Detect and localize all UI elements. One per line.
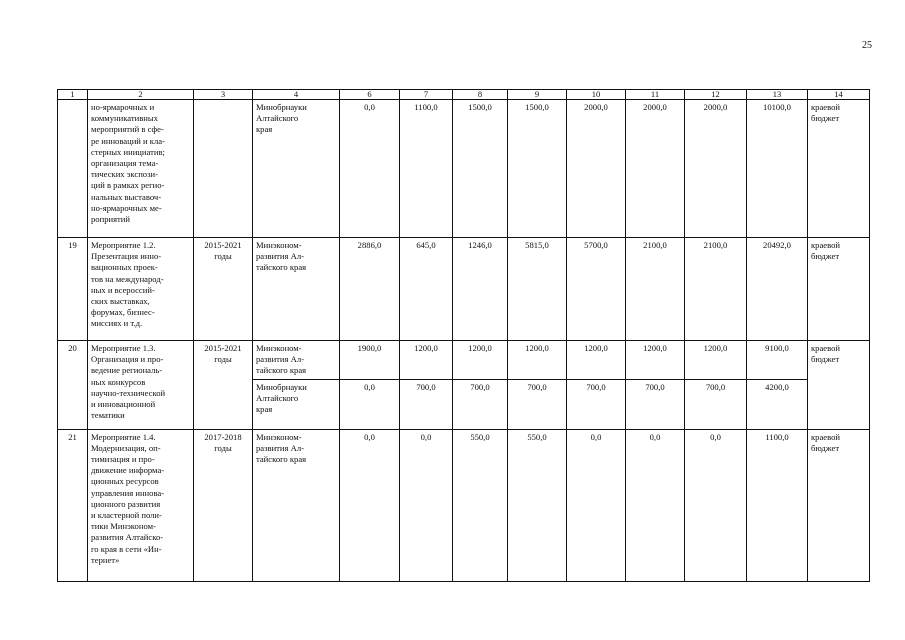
value-cell: 550,0 [453, 429, 508, 581]
value-cell: 1200,0 [508, 341, 567, 380]
column-number: 12 [685, 90, 747, 100]
activity-description: но-ярмарочных и коммуникативных мероприятий в сфе- ре инноваций и кла- стерных инициатив; организация тема- тических экспози- ций в рамках регио- нальных выставоч- но-ярмарочных ме- роприятий [88, 100, 194, 238]
period-years: 2015-2021 годы [194, 238, 253, 341]
value-cell: 645,0 [400, 238, 453, 341]
column-number: 13 [747, 90, 808, 100]
value-cell: 700,0 [685, 379, 747, 429]
value-cell: 1100,0 [400, 100, 453, 238]
value-cell: 2100,0 [626, 238, 685, 341]
value-cell: 2886,0 [340, 238, 400, 341]
value-cell: 0,0 [340, 379, 400, 429]
column-number: 1 [58, 90, 88, 100]
total-cell: 20492,0 [747, 238, 808, 341]
page-number: 25 [862, 40, 872, 51]
column-number: 7 [400, 90, 453, 100]
table-row [58, 341, 870, 380]
executor: Минэконом- развития Ал- тайского края [253, 341, 340, 380]
value-cell: 2100,0 [685, 238, 747, 341]
total-cell: 1100,0 [747, 429, 808, 581]
total-cell: 4200,0 [747, 379, 808, 429]
value-cell: 1500,0 [453, 100, 508, 238]
column-numbers-row [58, 90, 870, 100]
period-years: 2017-2018 годы [194, 429, 253, 581]
executor: Минобрнауки Алтайского края [253, 100, 340, 238]
row-number: 20 [58, 341, 88, 430]
value-cell: 0,0 [685, 429, 747, 581]
total-cell: 10100,0 [747, 100, 808, 238]
value-cell: 550,0 [508, 429, 567, 581]
value-cell: 700,0 [626, 379, 685, 429]
value-cell: 2000,0 [626, 100, 685, 238]
value-cell: 1200,0 [400, 341, 453, 380]
value-cell: 1200,0 [626, 341, 685, 380]
column-number: 6 [340, 90, 400, 100]
column-number: 11 [626, 90, 685, 100]
funding-source: краевой бюджет [808, 100, 870, 238]
value-cell: 1900,0 [340, 341, 400, 380]
value-cell: 1500,0 [508, 100, 567, 238]
table-row [58, 238, 870, 341]
period-years: 2015-2021 годы [194, 341, 253, 430]
total-cell: 9100,0 [747, 341, 808, 380]
value-cell: 0,0 [567, 429, 626, 581]
funding-source: краевой бюджет [808, 238, 870, 341]
row-number [58, 100, 88, 238]
value-cell: 1246,0 [453, 238, 508, 341]
value-cell: 1200,0 [567, 341, 626, 380]
column-number: 3 [194, 90, 253, 100]
column-number: 14 [808, 90, 870, 100]
activity-description: Мероприятие 1.2. Презентация инно- вационных проек- тов на международ- ных и всероссий- ских выставках, форумах, бизнес- миссиях и т.д. [88, 238, 194, 341]
value-cell: 0,0 [400, 429, 453, 581]
activity-description: Мероприятие 1.4. Модернизация, оп- тимизация и про- движение информа- ционных ресурсов управления иннова- ционного развития и кластерной поли- тики Минэконом- развития Алтайско- го края в сети «Ин- тернет» [88, 429, 194, 581]
value-cell: 2000,0 [567, 100, 626, 238]
value-cell: 1200,0 [685, 341, 747, 380]
row-number: 21 [58, 429, 88, 581]
funding-source: краевой бюджет [808, 429, 870, 581]
value-cell: 0,0 [626, 429, 685, 581]
value-cell: 700,0 [508, 379, 567, 429]
value-cell: 700,0 [400, 379, 453, 429]
executor: Минэконом- развития Ал- тайского края [253, 238, 340, 341]
column-number: 9 [508, 90, 567, 100]
executor: Минэконом- развития Ал- тайского края [253, 429, 340, 581]
value-cell: 5700,0 [567, 238, 626, 341]
table-row [58, 100, 870, 238]
row-number: 19 [58, 238, 88, 341]
value-cell: 2000,0 [685, 100, 747, 238]
program-activities-table [57, 89, 870, 582]
activity-description: Мероприятие 1.3. Организация и про- ведение региональ- ных конкурсов научно-технической и инновационной тематики [88, 341, 194, 430]
value-cell: 1200,0 [453, 341, 508, 380]
value-cell: 700,0 [567, 379, 626, 429]
column-number: 4 [253, 90, 340, 100]
value-cell: 0,0 [340, 100, 400, 238]
value-cell: 5815,0 [508, 238, 567, 341]
column-number: 2 [88, 90, 194, 100]
period-years [194, 100, 253, 238]
value-cell: 0,0 [340, 429, 400, 581]
table-row [58, 429, 870, 581]
column-number: 10 [567, 90, 626, 100]
executor: Минобрнауки Алтайского края [253, 379, 340, 429]
column-number: 8 [453, 90, 508, 100]
value-cell: 700,0 [453, 379, 508, 429]
funding-source: краевой бюджет [808, 341, 870, 430]
